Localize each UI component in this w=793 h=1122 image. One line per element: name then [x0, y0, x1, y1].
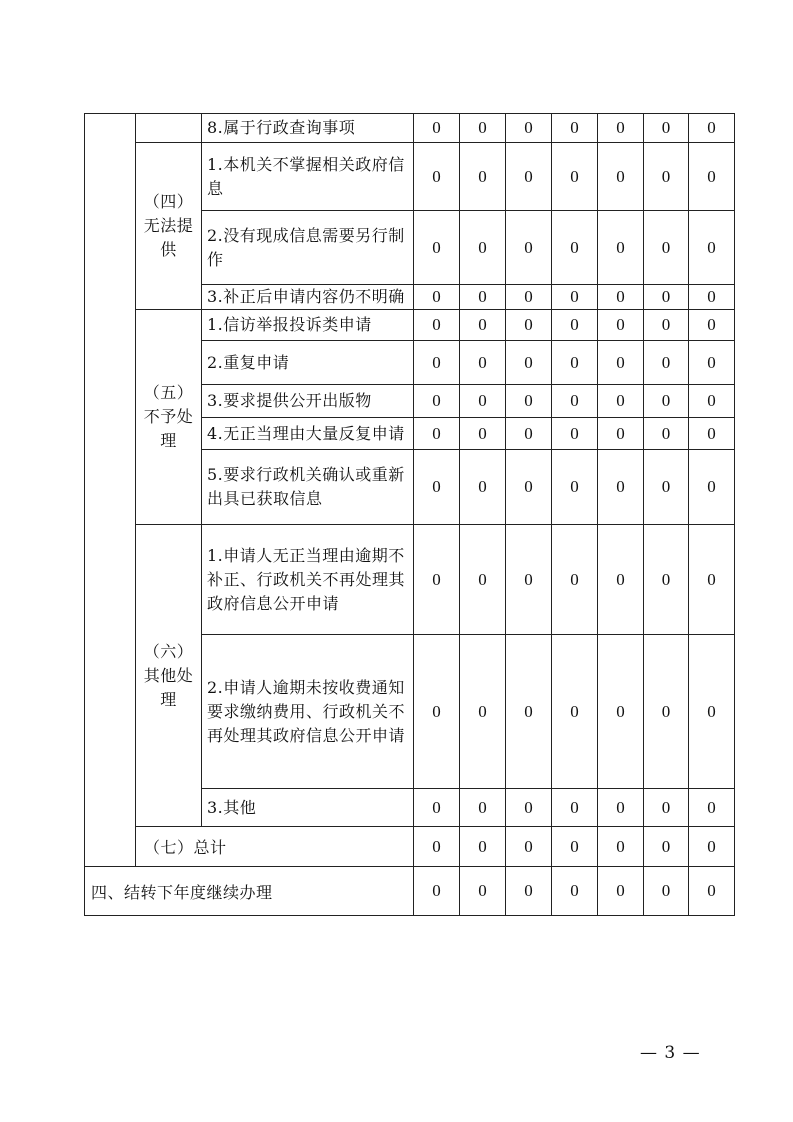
- value-cell: 0: [552, 143, 598, 211]
- value-cell: 0: [598, 114, 644, 143]
- item-label: 1.本机关不掌握相关政府信息: [202, 143, 414, 211]
- value-cell: 0: [598, 867, 644, 916]
- value-cell: 0: [506, 285, 552, 310]
- value-cell: 0: [552, 827, 598, 867]
- item-label: 2.申请人逾期未按收费通知要求缴纳费用、行政机关不再处理其政府信息公开申请: [202, 635, 414, 789]
- value-cell: 0: [460, 867, 506, 916]
- value-cell: 0: [689, 789, 735, 827]
- value-cell: 0: [414, 867, 460, 916]
- value-cell: 0: [460, 525, 506, 635]
- value-cell: 0: [598, 341, 644, 385]
- value-cell: 0: [689, 341, 735, 385]
- value-cell: 0: [644, 867, 689, 916]
- value-cell: 0: [414, 385, 460, 418]
- value-cell: 0: [689, 867, 735, 916]
- value-cell: 0: [460, 789, 506, 827]
- value-cell: 0: [414, 450, 460, 525]
- value-cell: 0: [460, 827, 506, 867]
- category-label: （五）不予处理: [136, 310, 202, 525]
- value-cell: 0: [552, 418, 598, 450]
- value-cell: 0: [689, 525, 735, 635]
- item-label: 1.信访举报投诉类申请: [202, 310, 414, 341]
- value-cell: 0: [460, 635, 506, 789]
- value-cell: 0: [414, 211, 460, 285]
- value-cell: 0: [552, 789, 598, 827]
- value-cell: 0: [506, 211, 552, 285]
- page-number: — 3 —: [640, 1043, 701, 1063]
- item-label: 3.要求提供公开出版物: [202, 385, 414, 418]
- value-cell: 0: [414, 114, 460, 143]
- value-cell: 0: [506, 789, 552, 827]
- value-cell: 0: [506, 635, 552, 789]
- value-cell: 0: [644, 211, 689, 285]
- value-cell: 0: [414, 789, 460, 827]
- value-cell: 0: [414, 143, 460, 211]
- item-label: 5.要求行政机关确认或重新出具已获取信息: [202, 450, 414, 525]
- value-cell: 0: [506, 418, 552, 450]
- value-cell: 0: [552, 341, 598, 385]
- item-label: 8.属于行政查询事项: [202, 114, 414, 143]
- value-cell: 0: [460, 385, 506, 418]
- value-cell: 0: [644, 341, 689, 385]
- value-cell: 0: [598, 827, 644, 867]
- value-cell: 0: [460, 143, 506, 211]
- item-label: 3.补正后申请内容仍不明确: [202, 285, 414, 310]
- table-row: [85, 143, 735, 211]
- value-cell: 0: [644, 827, 689, 867]
- value-cell: 0: [414, 285, 460, 310]
- value-cell: 0: [598, 385, 644, 418]
- value-cell: 0: [414, 310, 460, 341]
- category-blank-cell: [136, 114, 202, 143]
- value-cell: 0: [598, 789, 644, 827]
- value-cell: 0: [598, 525, 644, 635]
- item-label: 2.没有现成信息需要另行制作: [202, 211, 414, 285]
- value-cell: 0: [506, 867, 552, 916]
- value-cell: 0: [552, 211, 598, 285]
- value-cell: 0: [598, 285, 644, 310]
- value-cell: 0: [689, 450, 735, 525]
- value-cell: 0: [598, 211, 644, 285]
- value-cell: 0: [552, 867, 598, 916]
- value-cell: 0: [414, 418, 460, 450]
- value-cell: 0: [460, 310, 506, 341]
- value-cell: 0: [644, 114, 689, 143]
- value-cell: 0: [506, 385, 552, 418]
- value-cell: 0: [506, 310, 552, 341]
- value-cell: 0: [689, 114, 735, 143]
- table-row: [85, 114, 735, 143]
- value-cell: 0: [598, 450, 644, 525]
- value-cell: 0: [460, 341, 506, 385]
- item-label: 3.其他: [202, 789, 414, 827]
- value-cell: 0: [552, 114, 598, 143]
- value-cell: 0: [598, 143, 644, 211]
- carryover-row: [85, 867, 735, 916]
- value-cell: 0: [644, 450, 689, 525]
- value-cell: 0: [506, 450, 552, 525]
- value-cell: 0: [506, 525, 552, 635]
- item-label: 4.无正当理由大量反复申请: [202, 418, 414, 450]
- value-cell: 0: [689, 827, 735, 867]
- value-cell: 0: [460, 211, 506, 285]
- value-cell: 0: [506, 827, 552, 867]
- value-cell: 0: [460, 418, 506, 450]
- value-cell: 0: [460, 114, 506, 143]
- value-cell: 0: [506, 143, 552, 211]
- value-cell: 0: [460, 285, 506, 310]
- value-cell: 0: [552, 525, 598, 635]
- category-label: （六）其他处理: [136, 525, 202, 827]
- value-cell: 0: [414, 827, 460, 867]
- value-cell: 0: [506, 341, 552, 385]
- outer-blank-cell: [85, 114, 136, 867]
- value-cell: 0: [644, 143, 689, 211]
- disclosure-statistics-table: [84, 113, 735, 916]
- value-cell: 0: [644, 285, 689, 310]
- value-cell: 0: [598, 310, 644, 341]
- value-cell: 0: [644, 525, 689, 635]
- value-cell: 0: [689, 635, 735, 789]
- total-row: [85, 827, 735, 867]
- value-cell: 0: [689, 211, 735, 285]
- carryover-label: 四、结转下年度继续办理: [85, 867, 414, 916]
- value-cell: 0: [689, 285, 735, 310]
- category-label: （四）无法提供: [136, 143, 202, 310]
- value-cell: 0: [414, 635, 460, 789]
- value-cell: 0: [644, 789, 689, 827]
- table-row: [85, 310, 735, 341]
- value-cell: 0: [552, 635, 598, 789]
- value-cell: 0: [644, 385, 689, 418]
- value-cell: 0: [689, 143, 735, 211]
- value-cell: 0: [689, 418, 735, 450]
- value-cell: 0: [644, 418, 689, 450]
- table-row: [85, 525, 735, 635]
- value-cell: 0: [689, 385, 735, 418]
- value-cell: 0: [414, 341, 460, 385]
- value-cell: 0: [552, 450, 598, 525]
- value-cell: 0: [644, 635, 689, 789]
- value-cell: 0: [506, 114, 552, 143]
- value-cell: 0: [689, 310, 735, 341]
- value-cell: 0: [414, 525, 460, 635]
- value-cell: 0: [644, 310, 689, 341]
- value-cell: 0: [460, 450, 506, 525]
- value-cell: 0: [552, 385, 598, 418]
- value-cell: 0: [552, 310, 598, 341]
- value-cell: 0: [598, 418, 644, 450]
- total-label: （七）总计: [136, 827, 414, 867]
- item-label: 1.申请人无正当理由逾期不补正、行政机关不再处理其政府信息公开申请: [202, 525, 414, 635]
- value-cell: 0: [598, 635, 644, 789]
- item-label: 2.重复申请: [202, 341, 414, 385]
- value-cell: 0: [552, 285, 598, 310]
